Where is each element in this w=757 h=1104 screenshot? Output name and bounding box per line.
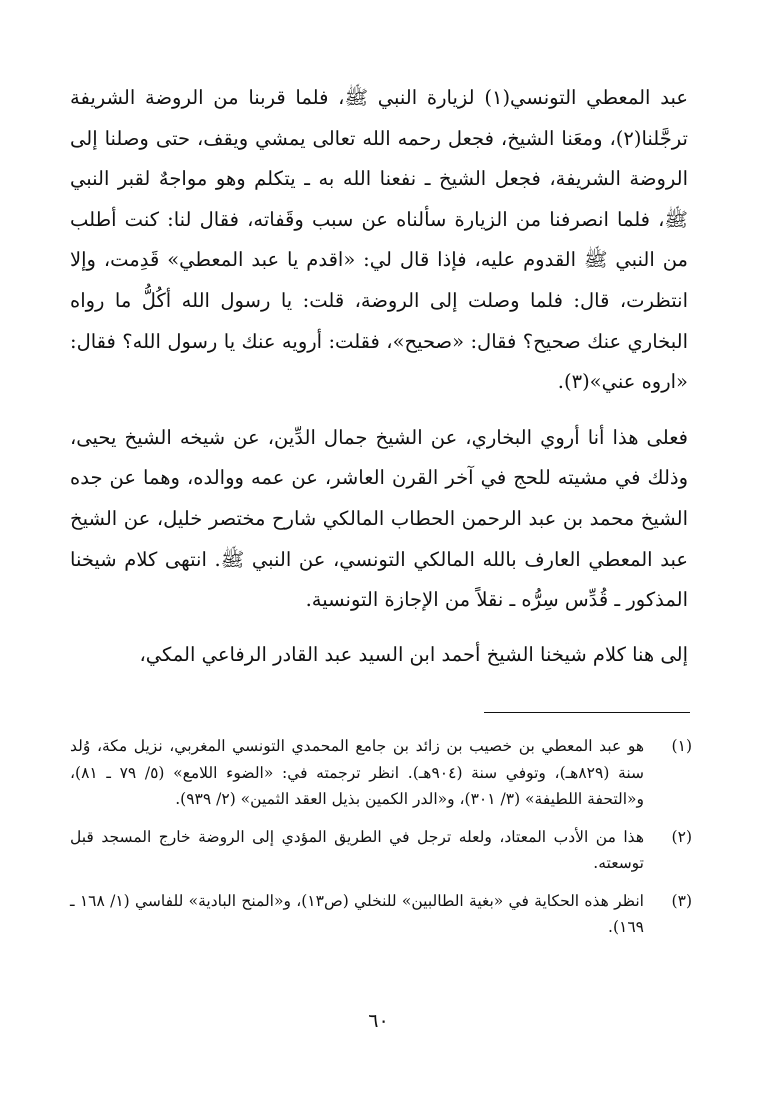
paragraph-3: إلى هنا كلام شيخنا الشيخ أحمد ابن السيد عبد القادر الرفاعي المكي،	[139, 642, 688, 666]
footnote-3-text: انظر هذه الحكاية في «بغية الطالبين» للنخلي (ص١٣)، و«المنح البادية» للفاسي (١/ ١٦٨ ـ ١٦٩).	[70, 891, 644, 936]
footnote-1-marker: (١)	[671, 737, 692, 755]
footnote-3	[70, 888, 692, 941]
footnote-2	[70, 824, 692, 877]
footnote-1-text: هو عبد المعطي بن خصيب بن زائد بن جامع المحمدي التونسي المغربي، نزيل مكة، وُلد سنة (٨٢٩هـ)، وتوفي سنة (٩٠٤هـ). انظر ترجمته في: «الضوء اللامع» (٥/ ٧٩ ـ ٨١)، و«التحفة اللطيفة» (٣/ ٣٠١)، و«الدر الكمين بذيل العقد الثمين» (٢/ ٩٣٩).	[70, 737, 644, 808]
paragraph-2: فعلى هذا أنا أروي البخاري، عن الشيخ جمال الدِّين، عن شيخه الشيخ يحيى، وذلك في مشيته للحج في آخر القرن العاشر، عن عمه ووالده، وهما عن جده الشيخ محمد بن عبد الرحمن الحطاب المالكي شارح مختصر خليل، عن الشيخ عبد المعطي العارف بالله المالكي التونسي، عن النبي ﷺ. انتهى كلام شيخنا المذكور ـ قُدِّس سِرُّه ـ نقلاً من الإجازة التونسية.	[70, 425, 688, 612]
footnote-separator	[484, 712, 690, 713]
footnote-1	[70, 733, 692, 813]
page-number: ٦٠	[368, 1010, 389, 1032]
footnote-3-marker: (٣)	[671, 891, 692, 910]
main-text	[70, 78, 688, 675]
footnote-2-text: هذا من الأدب المعتاد، ولعله ترجل في الطريق المؤدي إلى الروضة خارج المسجد قبل توسعته.	[70, 827, 644, 872]
footnote-2-marker: (٢)	[671, 827, 692, 846]
footnotes	[70, 733, 692, 952]
paragraph-1: عبد المعطي التونسي(١) لزيارة النبي ﷺ، فلما قربنا من الروضة الشريفة ترجَّلنا(٢)، ومعَنا الشيخ، فجعل رحمه الله تعالى يمشي ويقف، حتى وصلنا إلى الروضة الشريفة، فجعل الشيخ ـ نفعنا الله به ـ يتكلم وهو مواجهٌ لقبر النبي ﷺ، فلما انصرفنا من الزيارة سألناه عن سبب وقَفاته، فقال لنا: كنت أطلب من النبي ﷺ القدوم عليه، فإذا قال لي: «اقدم يا عبد المعطي» قَدِمت، وإلا انتظرت، قال: فلما وصلت إلى الروضة، قلت: يا رسول الله أكُلُّ ما رواه البخاري عنك صحيح؟ فقال: «صحيح»، فقلت: أرويه عنك يا رسول الله؟ فقال: «اروه عني»(٣).	[70, 86, 688, 394]
